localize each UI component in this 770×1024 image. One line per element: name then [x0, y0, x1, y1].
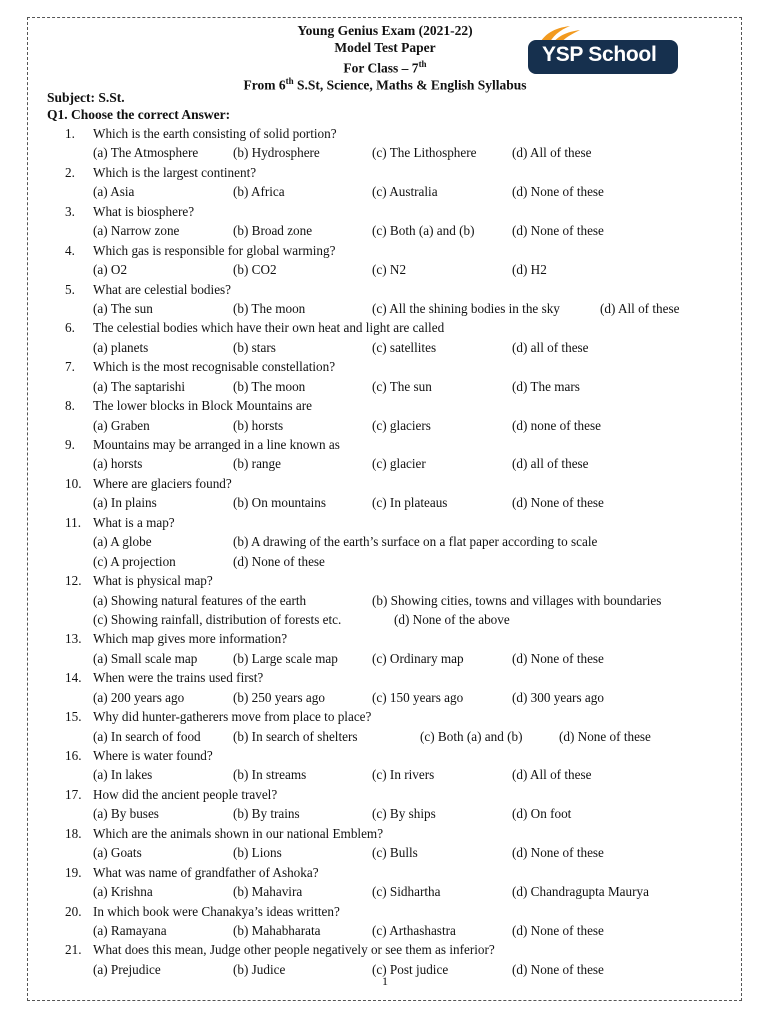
- question-row: [0, 629, 770, 648]
- options-row: [0, 493, 770, 512]
- option-b: (b) By trains: [233, 806, 300, 822]
- option-d: (d) None of these: [512, 922, 604, 938]
- question-number: 6.: [65, 320, 75, 336]
- question-row: [0, 280, 770, 299]
- question-row: [0, 357, 770, 376]
- option-a: (a) Narrow zone: [93, 223, 180, 239]
- option-d: (d) None of these: [512, 845, 604, 861]
- option-d: (d) All of these: [600, 300, 680, 316]
- options-row: [0, 591, 770, 610]
- question-number: 15.: [65, 709, 82, 725]
- section-title: Q1. Choose the correct Answer:: [47, 107, 231, 122]
- class-superscript: th: [418, 59, 427, 69]
- option-c: (c) Arthashastra: [372, 922, 456, 938]
- question-text: Mountains may be arranged in a line known as: [93, 437, 340, 452]
- option-b: (b) Hydrosphere: [233, 145, 320, 161]
- question-number: 20.: [65, 903, 82, 919]
- question-row: [0, 202, 770, 221]
- options-row: [0, 610, 770, 629]
- question-number: 9.: [65, 437, 75, 452]
- options-row: [0, 416, 770, 435]
- option-b: (b) Mahabharata: [233, 922, 321, 938]
- question-text: Where are glaciers found?: [93, 475, 232, 491]
- question-row: [0, 707, 770, 726]
- question-number: 7.: [65, 359, 75, 375]
- option-b: (b) Large scale map: [233, 650, 338, 666]
- options-row: [0, 182, 770, 201]
- question-text: What is biosphere?: [93, 203, 195, 219]
- option-d: (d) The mars: [512, 378, 580, 394]
- question-number: 10.: [65, 475, 82, 491]
- option-c: (c) A projection: [93, 553, 176, 569]
- option-c: (c) The sun: [372, 378, 432, 394]
- option-d: (d) all of these: [512, 339, 589, 355]
- logo-text: YSP School: [542, 43, 657, 66]
- options-row: [0, 688, 770, 707]
- option-b: (b) Africa: [233, 184, 285, 200]
- option-b: (b) CO2: [233, 262, 277, 278]
- option-b: (b) The moon: [233, 300, 306, 316]
- question-number: 13.: [65, 631, 82, 647]
- question-number: 19.: [65, 864, 82, 880]
- options-row: [0, 260, 770, 279]
- options-row: [0, 143, 770, 162]
- options-row: [0, 532, 770, 551]
- question-row: [0, 396, 770, 415]
- question-number: 18.: [65, 825, 82, 841]
- option-a: (a) planets: [93, 339, 149, 355]
- option-c: (c) glaciers: [372, 417, 431, 433]
- question-row: [0, 668, 770, 687]
- options-row: [0, 804, 770, 823]
- question-number: 5.: [65, 281, 75, 297]
- option-d: (d) None of the above: [394, 611, 510, 627]
- options-row: [0, 843, 770, 862]
- question-number: 17.: [65, 786, 82, 802]
- option-a: (a) horsts: [93, 456, 143, 472]
- option-a: (a) Graben: [93, 417, 150, 433]
- option-c: (c) In rivers: [372, 767, 435, 783]
- option-d: (d) 300 years ago: [512, 689, 604, 705]
- exam-title: Young Genius Exam (2021-22): [297, 23, 473, 38]
- option-d: (d) All of these: [512, 767, 592, 783]
- option-c: (c) All the shining bodies in the sky: [372, 300, 560, 316]
- question-number: 16.: [65, 748, 82, 763]
- option-b: (b) In search of shelters: [233, 728, 358, 744]
- option-c: (c) Both (a) and (b): [372, 223, 475, 239]
- option-a: (a) The sun: [93, 300, 153, 316]
- option-b: (b) range: [233, 456, 281, 472]
- option-a: (a) In search of food: [93, 728, 201, 744]
- question-row: [0, 863, 770, 882]
- option-b: (b) horsts: [233, 417, 284, 433]
- option-b: (b) Broad zone: [233, 223, 313, 239]
- question-row: [0, 513, 770, 532]
- question-text: What does this mean, Judge other people negatively or see them as inferior?: [93, 942, 495, 958]
- question-row: [0, 318, 770, 337]
- question-row: [0, 902, 770, 921]
- question-number: 12.: [65, 573, 82, 589]
- option-b: (b) A drawing of the earth’s surface on a flat paper according to scale: [233, 534, 598, 550]
- question-number: 1.: [65, 126, 75, 141]
- question-text: Which is the earth consisting of solid portion?: [93, 126, 337, 141]
- syllabus-prefix: From 6: [243, 77, 286, 93]
- option-d: (d) Chandragupta Maurya: [512, 884, 649, 900]
- option-a: (a) A globe: [93, 534, 152, 550]
- option-a: (a) Krishna: [93, 884, 153, 900]
- question-number: 21.: [65, 942, 82, 958]
- question-number: 4.: [65, 242, 75, 258]
- option-a: (a) In plains: [93, 495, 157, 511]
- option-b: (b) stars: [233, 339, 276, 355]
- option-b: (b) 250 years ago: [233, 689, 325, 705]
- options-row: [0, 221, 770, 240]
- question-text: Which gas is responsible for global warming?: [93, 242, 336, 258]
- ysp-school-logo: [528, 24, 678, 76]
- syllabus-superscript: th: [285, 76, 294, 86]
- option-c: (c) Both (a) and (b): [420, 728, 523, 744]
- option-c: (c) Sidhartha: [372, 884, 441, 900]
- option-d: (d) none of these: [512, 417, 601, 433]
- option-a: (a) By buses: [93, 806, 159, 822]
- option-d: (d) H2: [512, 262, 547, 278]
- option-a: (a) Goats: [93, 845, 142, 861]
- option-c: (c) Ordinary map: [372, 650, 464, 666]
- option-a: (a) 200 years ago: [93, 689, 185, 705]
- option-d: (d) None of these: [512, 650, 604, 666]
- option-d: (d) None of these: [512, 223, 604, 239]
- option-a: (a) O2: [93, 262, 128, 278]
- question-text: How did the ancient people travel?: [93, 786, 278, 802]
- question-text: The celestial bodies which have their own heat and light are called: [93, 320, 445, 336]
- question-row: [0, 124, 770, 143]
- option-a: (a) The saptarishi: [93, 378, 186, 394]
- options-row: [0, 552, 770, 571]
- option-c: (c) Bulls: [372, 845, 418, 861]
- question-row: [0, 241, 770, 260]
- options-row: [0, 299, 770, 318]
- question-text: What was name of grandfather of Ashoka?: [93, 864, 319, 880]
- option-a: (a) Showing natural features of the earth: [93, 592, 307, 608]
- option-c: (c) glacier: [372, 456, 426, 472]
- question-row: [0, 571, 770, 590]
- option-a: (a) Small scale map: [93, 650, 198, 666]
- options-row: [0, 921, 770, 940]
- option-b: (b) Judice: [233, 961, 286, 977]
- question-row: [0, 785, 770, 804]
- options-row: [0, 882, 770, 901]
- option-b: (b) Showing cities, towns and villages with boundaries: [372, 592, 662, 608]
- question-text: When were the trains used first?: [93, 670, 264, 686]
- options-row: [0, 454, 770, 473]
- question-text: Why did hunter-gatherers move from place to place?: [93, 709, 372, 725]
- question-text: What is physical map?: [93, 573, 213, 589]
- question-number: 3.: [65, 203, 75, 219]
- option-c: (c) The Lithosphere: [372, 145, 477, 161]
- option-a: (a) Asia: [93, 184, 135, 200]
- question-text: Which is the most recognisable constellation?: [93, 359, 336, 375]
- question-number: 14.: [65, 670, 82, 686]
- option-c: (c) Australia: [372, 184, 438, 200]
- option-d: (d) None of these: [559, 728, 651, 744]
- options-row: [0, 338, 770, 357]
- question-text: The lower blocks in Block Mountains are: [93, 398, 313, 414]
- question-text: Which map gives more information?: [93, 631, 288, 647]
- page-number: 1: [382, 974, 388, 988]
- option-c: (c) satellites: [372, 339, 437, 355]
- option-b: (b) In streams: [233, 767, 307, 783]
- option-a: (a) In lakes: [93, 767, 153, 783]
- option-d: (d) None of these: [233, 553, 325, 569]
- option-a: (a) Ramayana: [93, 922, 167, 938]
- question-row: [0, 474, 770, 493]
- question-text: Which is the largest continent?: [93, 164, 257, 180]
- option-d: (d) On foot: [512, 806, 572, 822]
- question-text: Where is water found?: [93, 748, 213, 763]
- option-c: (c) 150 years ago: [372, 689, 464, 705]
- options-row: [0, 727, 770, 746]
- option-c: (c) By ships: [372, 806, 436, 822]
- subject-label: Subject: S.St.: [47, 90, 125, 105]
- question-row: [0, 163, 770, 182]
- options-row: [0, 649, 770, 668]
- option-c: (c) Post judice: [372, 961, 449, 977]
- option-b: (b) On mountains: [233, 495, 327, 511]
- options-row: [0, 765, 770, 784]
- question-row: [0, 940, 770, 959]
- option-d: (d) None of these: [512, 184, 604, 200]
- question-text: What is a map?: [93, 514, 175, 530]
- option-b: (b) The moon: [233, 378, 306, 394]
- paper-title: Model Test Paper: [334, 40, 436, 55]
- option-d: (d) all of these: [512, 456, 589, 472]
- option-d: (d) All of these: [512, 145, 592, 161]
- question-text: In which book were Chanakya’s ideas written?: [93, 903, 340, 919]
- question-text: Which are the animals shown in our national Emblem?: [93, 825, 384, 841]
- options-row: [0, 377, 770, 396]
- question-row: [0, 435, 770, 454]
- option-d: (d) None of these: [512, 495, 604, 511]
- option-a: (a) Prejudice: [93, 961, 161, 977]
- option-b: (b) Mahavira: [233, 884, 303, 900]
- option-c: (c) In plateaus: [372, 495, 448, 511]
- question-number: 8.: [65, 398, 75, 414]
- option-c: (c) N2: [372, 262, 407, 278]
- syllabus-suffix: S.St, Science, Maths & English Syllabus: [293, 77, 527, 93]
- question-number: 2.: [65, 164, 75, 180]
- option-a: (a) The Atmosphere: [93, 145, 199, 161]
- option-b: (b) Lions: [233, 845, 282, 861]
- question-number: 11.: [65, 514, 81, 530]
- question-row: [0, 746, 770, 765]
- option-c: (c) Showing rainfall, distribution of forests etc.: [93, 611, 342, 627]
- option-d: (d) None of these: [512, 961, 604, 977]
- question-text: What are celestial bodies?: [93, 281, 232, 297]
- question-list: [0, 124, 770, 979]
- question-row: [0, 824, 770, 843]
- class-text: For Class – 7: [343, 60, 419, 76]
